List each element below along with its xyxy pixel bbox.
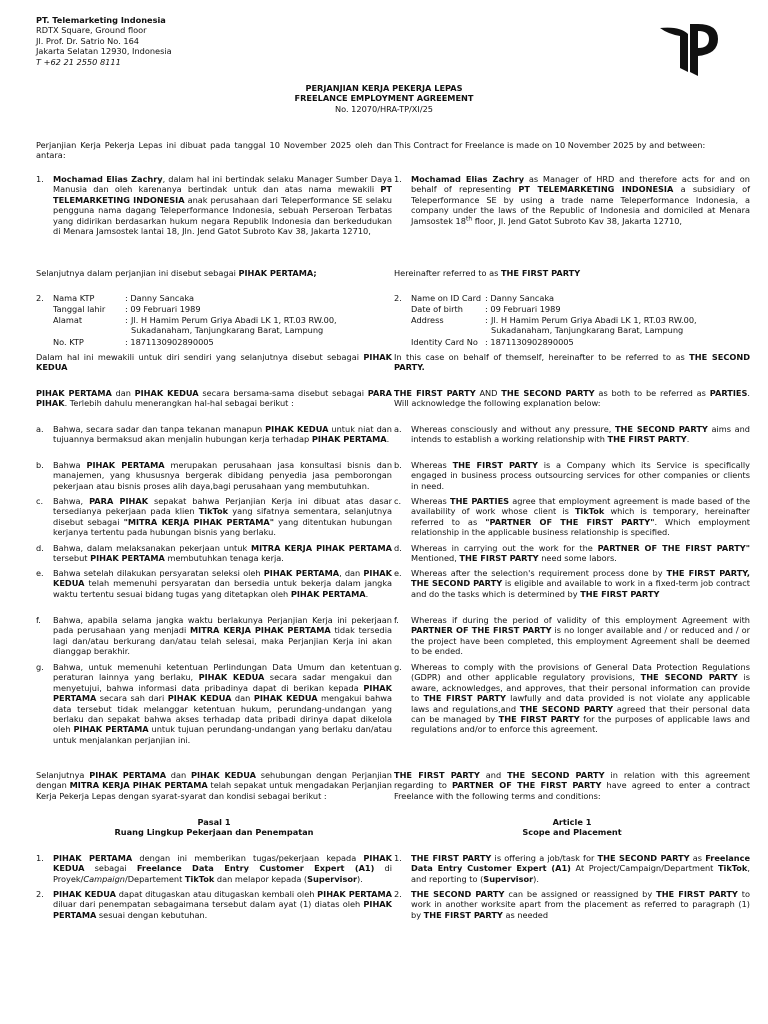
closing-paragraph: THE FIRST PARTY and THE SECOND PARTY in relation with this agreement regarding to PARTNER OF THE FIRST PARTY have agreed to enter a contract Freelance with the following terms and conditions: [394, 770, 750, 801]
title-indonesian: PERJANJIAN KERJA PEKERJA LEPAS [305, 83, 463, 93]
document-number: No. 12070/HRA-TP/XI/25 [334, 103, 434, 114]
first-party-designation: Hereinafter referred to as THE FIRST PARTY [394, 268, 581, 278]
company-address-line: Jl. Prof. Dr. Satrio No. 164 [36, 35, 139, 46]
company-phone: T +62 21 2550 8111 [36, 56, 121, 67]
article-clause-2: 2. PIHAK KEDUA dapat ditugaskan atau ditugaskan kembali oleh PIHAK PERTAMA diluar dari penempatan sebagaimana tersebut dalam ayat (1) diatas oleh PIHAK PERTAMA sesuai dengan kebutuhan. [36, 889, 392, 920]
recital-c: c. Whereas THE PARTIES agree that employment agreement is made based of the availability of work whose client is TikTok which is temporary, hereinafter referred to as "PARTNER OF THE FIRST PARTY". Which employment relationship in the applicable business relationship is specified. [394, 496, 750, 538]
party-two-id-number: 1871130902890005 [490, 337, 574, 347]
recital-b: b. Whereas THE FIRST PARTY is a Company which its Service is specifically engaged in business process outsourcing services for other companies or clients in need. [394, 460, 751, 491]
document-title [0, 83, 768, 114]
recital-a: a. Bahwa, secara sadar dan tanpa tekanan manapun PIHAK KEDUA untuk niat dan tujuannya bermaksud akan menjalin hubungan kerja terhadap PIHAK PERTAMA. [36, 424, 392, 445]
party-two-dob: 09 Februari 1989 [130, 304, 201, 314]
parties-paragraph: THE FIRST PARTY AND THE SECOND PARTY as both to be referred as PARTIES. Will acknowledge the following explanation below: [394, 388, 750, 409]
recital-e: e. Bahwa setelah dilakukan persyaratan seleksi oleh PIHAK PERTAMA, dan PIHAK KEDUA telah memenuhi persyaratan dan bersedia untuk bekerja dalam jangka waktu tertentu sesuai bidang tugas yang ditetapkan oleh PIHAK PERTAMA. [36, 568, 392, 599]
article-heading: Article 1 Scope and Placement [522, 817, 622, 838]
recital-b: b. Bahwa PIHAK PERTAMA merupakan perusahaan jasa konsultasi bisnis dan manajemen, yang khususnya bergerak dibidang penyedia jasa pemborongan pekerjaan atau bisnis proses alih daya,bagi perusahaan yang membutuhkan. [36, 460, 393, 491]
party-two-name: Danny Sancaka [490, 293, 555, 303]
party-two-details: 2. Name on ID Card : Danny Sancaka Date of birth : 09 Februari 1989 Address : Jl. H Hamim Perum Griya Abadi LK 1, RT.03 RW.00, Sukadanaham, Tanjungkarang Barat, Lampung Identity Card No : 1871130902890005 [394, 293, 750, 348]
article-clause-2: 2. THE SECOND PARTY can be assigned or reassigned by THE FIRST PARTY to work in another worksite apart from the placement as referred to paragraph (1) by THE FIRST PARTY as needed [394, 889, 750, 920]
parties-paragraph: PIHAK PERTAMA dan PIHAK KEDUA secara bersama-sama disebut sebagai PARA PIHAK. Terlebih dahulu menerangkan hal-hal sebagai berikut : [36, 388, 393, 409]
second-party-designation: Dalam hal ini mewakili untuk diri sendiri yang selanjutnya disebut sebagai PIHAK KEDUA [36, 352, 392, 373]
intro-paragraph: Perjanjian Kerja Pekerja Lepas ini dibuat pada tanggal 10 November 2025 oleh dan antara: [36, 140, 392, 161]
party-two-id-number: 1871130902890005 [130, 337, 214, 347]
recital-f: f. Bahwa, apabila selama jangka waktu berlakunya Perjanjian Kerja ini pekerjaan pada perusahaan yang menjadi MITRA KERJA PIHAK PERTAMA tidak tersedia lagi dan/atau berkurang dan/atau telah selesai, maka Perjanjian Kerja ini akan dianggap berakhir. [36, 615, 392, 657]
first-party-designation: Selanjutnya dalam perjanjian ini disebut sebagai PIHAK PERTAMA; [36, 268, 317, 278]
company-name: PT. Telemarketing Indonesia [36, 15, 166, 25]
teleperformance-logo-icon [658, 20, 720, 76]
article-clause-1: 1. PIHAK PERTAMA dengan ini memberikan tugas/pekerjaan kepada PIHAK KEDUA sebagai Freelance Data Entry Customer Expert (A1) di Proyek/Campaign/Departement TikTok dan melapor kepada (Supervisor). [36, 853, 393, 884]
recital-g: g. Whereas to comply with the provisions of General Data Protection Regulations (GDPR) and other applicable regulatory provisions, THE SECOND PARTY is aware, acknowledges, and approves, that their personal information can provide to THE FIRST PARTY lawfully and data provided is not violate any applicable laws and regulations,and THE SECOND PARTY agreed that their personal data can be managed by THE FIRST PARTY for the purposes of applicable laws and regulations and/or to enforce this agreement. [394, 662, 751, 735]
second-party-designation: In this case on behalf of themself, hereinafter to be referred to as THE SECOND PARTY. [394, 352, 750, 373]
closing-paragraph: Selanjutnya PIHAK PERTAMA dan PIHAK KEDUA sehubungan dengan Perjanjian dengan MITRA KERJA PIHAK PERTAMA telah sepakat untuk mengadakan Perjanjian Kerja Pekerja Lepas dengan syarat-syarat dan kondisi sebagai berikut : [36, 770, 392, 801]
recital-g: g. Bahwa, untuk memenuhi ketentuan Perlindungan Data Umum dan ketentuan peraturan lainnya yang berlaku, PIHAK KEDUA secara sadar mengakui dan menyetujui, bahwa informasi data pribadinya dapat di berikan kepada PIHAK PERTAMA secara sah dari PIHAK KEDUA dan PIHAK KEDUA mengakui bahwa data tersebut tidak melanggar ketentuan hukum, perundang-undangan yang berlaku dan sepakat bahwa akses terhadap data pribadi dirinya dapat dikelola oleh PIHAK PERTAMA untuk tujuan perundang-undangan yang berlaku dan/atau untuk menjalankan perjanjian ini. [36, 662, 392, 745]
title-english: FREELANCE EMPLOYMENT AGREEMENT [294, 93, 474, 104]
recital-a: a. Whereas consciously and without any pressure, THE SECOND PARTY aims and intends to establish a working relationship with THE FIRST PARTY. [394, 424, 750, 445]
recital-d: d. Whereas in carrying out the work for the PARTNER OF THE FIRST PARTY" Mentioned, THE FIRST PARTY need some labors. [394, 543, 750, 564]
party-one-clause: 1. Mochamad Elias Zachry, dalam hal ini bertindak selaku Manager Sumber Daya Manusia dan oleh karenanya bertindak untuk dan atas nama mewakili PT TELEMARKETING INDONESIA anak perusahaan dari Teleperformance SE selaku pengguna nama dagang Teleperformance Indonesia, sebuah Perseroan Terbatas yang didirikan berdasarkan hukum negara Republik Indonesia dan berkedudukan di Menara Jamsostek lantai 18, Jln. Jend Gatot Subroto Kav 38, Jakarta 12710, [36, 174, 392, 237]
company-header [36, 15, 356, 67]
party-two-address: Jl. H Hamim Perum Griya Abadi LK 1, RT.03 RW.00, Sukadanaham, Tanjungkarang Barat, Lampung [131, 315, 337, 336]
party-one-clause: 1. Mochamad Elias Zachry as Manager of HRD and therefore acts for and on behalf of representing PT TELEMARKETING INDONESIA a subsidiary of Teleperformance SE by using a trade name Teleperformance Indonesia, a company under the laws of the Republic of Indonesia and domiciled at Menara Jamsostek 18th floor, Jl. Jend Gatot Subroto Kav 38, Jakarta 12710, [394, 174, 750, 226]
article-clause-1: 1. THE FIRST PARTY is offering a job/task for THE SECOND PARTY as Freelance Data Entry Customer Expert (A1) At Project/Campaign/Department TikTok, and reporting to (Supervisor). [394, 853, 751, 884]
recital-d: d. Bahwa, dalam melaksanakan pekerjaan untuk MITRA KERJA PIHAK PERTAMA tersebut PIHAK PERTAMA membutuhkan tenaga kerja. [36, 543, 392, 564]
recital-f: f. Whereas if during the period of validity of this employment Agreement with PARTNER OF THE FIRST PARTY is no longer available and / or reduced and / or the project have been completed, this employment Agreement shall be deemed to be ended. [394, 615, 750, 657]
intro-paragraph: This Contract for Freelance is made on 10 November 2025 by and between: [394, 140, 706, 150]
recital-c: c. Bahwa, PARA PIHAK sepakat bahwa Perjanjian Kerja ini dibuat atas dasar tersedianya pekerjaan pada klien TikTok yang sifatnya sementara, selanjutnya disebut sebagai "MITRA KERJA PIHAK PERTAMA" yang ditentukan hubungan kerjanya tertentu pada hubungan bisnis yang berlaku. [36, 496, 393, 538]
article-heading: Pasal 1 Ruang Lingkup Pekerjaan dan Penempatan [114, 817, 314, 838]
company-address-line: Jakarta Selatan 12930, Indonesia [36, 46, 172, 57]
company-address-line: RDTX Square, Ground floor [36, 25, 147, 36]
party-two-address: Jl. H Hamim Perum Griya Abadi LK 1, RT.03 RW.00, Sukadanaham, Tanjungkarang Barat, Lampung [491, 315, 697, 336]
recital-e: e. Whereas after the selection's requirement process done by THE FIRST PARTY, THE SECOND PARTY is eligible and available to work in a fixed-term job contract and do the tasks which is determined by THE FIRST PARTY [394, 568, 750, 599]
party-two-details: 2. Nama KTP : Danny Sancaka Tanggal lahir : 09 Februari 1989 Alamat : Jl. H Hamim Perum Griya Abadi LK 1, RT.03 RW.00, Sukadanaham, Tanjungkarang Barat, Lampung No. KTP : 1871130902890005 [36, 293, 392, 348]
party-two-dob: 09 Februari 1989 [490, 304, 561, 314]
party-two-name: Danny Sancaka [130, 293, 195, 303]
